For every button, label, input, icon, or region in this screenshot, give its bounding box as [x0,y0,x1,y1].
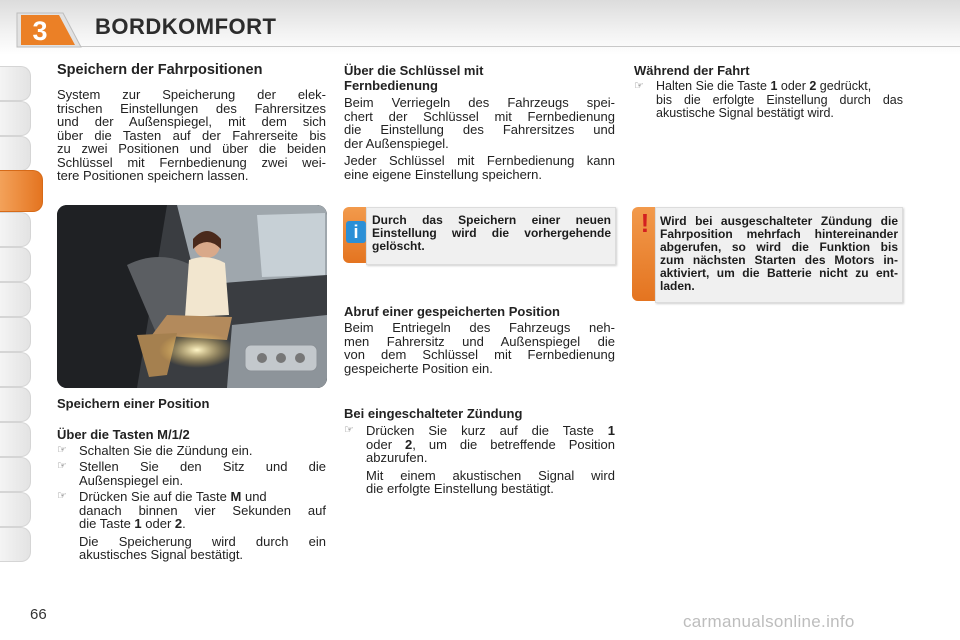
watermark: carmanualsonline.info [683,612,855,631]
page-number: 66 [30,606,47,623]
side-tab-1[interactable] [0,66,31,101]
intro-line: tere Positionen speichern lassen. [57,168,249,183]
side-tab-9[interactable] [0,352,31,387]
side-tab-14[interactable] [0,527,31,562]
side-tab-active[interactable] [0,170,43,212]
side-tab-2[interactable] [0,101,31,136]
heading-remote-key: Über die Schlüssel mit Fernbedienung [344,63,484,93]
side-tab-12[interactable] [0,457,31,492]
intro-line: trischen Einstellungen des Fahrersitzes [57,100,326,116]
intro-line: und der Außenspiegel, mit dem sich [57,114,326,129]
step-press-m: ☞ Drücken Sie auf die Taste M und danach binnen vier Sekunden auf die Taste 1 oder 2. Die Speicherung wird durch ein akustisches Signal bestätigt. [57,489,326,562]
intro-line: zu zwei Positionen und über die beiden [57,141,326,156]
info-icon: i [346,221,366,243]
section-heading-store-positions: Speichern der Fahrpositionen [57,62,263,78]
heading-ignition-on: Bei eingeschalteter Zündung [344,406,523,421]
intro-line: System zur Speicherung der elek- [57,87,326,102]
intro-paragraph [57,88,326,183]
chapter-badge [15,11,83,54]
pointing-hand-icon: ☞ [634,80,644,92]
step-ignition-on: ☞ Schalten Sie die Zündung ein. [57,443,253,458]
step-hold-button: ☞ Halten Sie die Taste 1 oder 2 gedrückt, bis die erfolgte Einstellung durch das akustische Signal bestätigt wird. [634,79,903,120]
side-tab-3[interactable] [0,136,31,171]
warning-note-box: Wird bei ausgeschalteter Zündung die Fahrposition mehrfach hintereinander abgerufen, so wird die Funktion bis zum nächsten Starten des Motors in- aktiviert, um die Batterie nicht zu ent- laden. [655,207,903,303]
driver-seat-photo [57,205,327,388]
heading-store-position: Speichern einer Position [57,396,210,411]
side-tab-7[interactable] [0,282,31,317]
pointing-hand-icon: ☞ [344,424,354,436]
heading-while-driving: Während der Fahrt [634,63,750,78]
side-tab-5[interactable] [0,212,31,247]
side-tab-11[interactable] [0,422,31,457]
warning-icon: ! [640,208,650,238]
intro-line: Schlüssel mit Fernbedienung zwei wei- [57,154,326,170]
side-tab-6[interactable] [0,247,31,282]
heading-recall-position: Abruf einer gespeicherten Position [344,304,560,319]
side-tab-13[interactable] [0,492,31,527]
chapter-number: 3 [32,16,48,46]
heading-via-buttons: Über die Tasten M/1/2 [57,427,190,442]
chapter-title: BORDKOMFORT [95,14,277,39]
info-note-box: Durch das Speichern einer neuen Einstellung wird die vorhergehende gelöscht. [366,207,616,265]
pointing-hand-icon: ☞ [57,444,67,456]
side-tab-8[interactable] [0,317,31,352]
pointing-hand-icon: ☞ [57,460,67,472]
remote-key-paragraph: Beim Verriegeln des Fahrzeugs spei- chert der Schlüssel mit Fernbedienung die Einstellung des Fahrersitzes und der Außenspiegel. Jeder Schlüssel mit Fernbedienung kann eine eigene Einstellung speichern. [344,95,615,182]
side-tab-10[interactable] [0,387,31,422]
intro-line: über die Tasten auf der Fahrerseite bis [57,127,326,143]
step-adjust-seat: ☞ Stellen Sie den Sitz und die Außenspiegel ein. [57,459,326,488]
recall-paragraph: Beim Entriegeln des Fahrzeugs neh- men Fahrersitz und Außenspiegel die von dem Schlüssel mit Fernbedienung gespeicherte Position ein. [344,320,615,376]
header-divider [60,46,960,47]
pointing-hand-icon: ☞ [57,490,67,502]
step-press-1-or-2: ☞ Drücken Sie kurz auf die Taste 1 oder 2, um die betreffende Position abzurufen. Mit einem akustischen Signal wird die erfolgte Einstellung bestätigt. [344,423,615,496]
